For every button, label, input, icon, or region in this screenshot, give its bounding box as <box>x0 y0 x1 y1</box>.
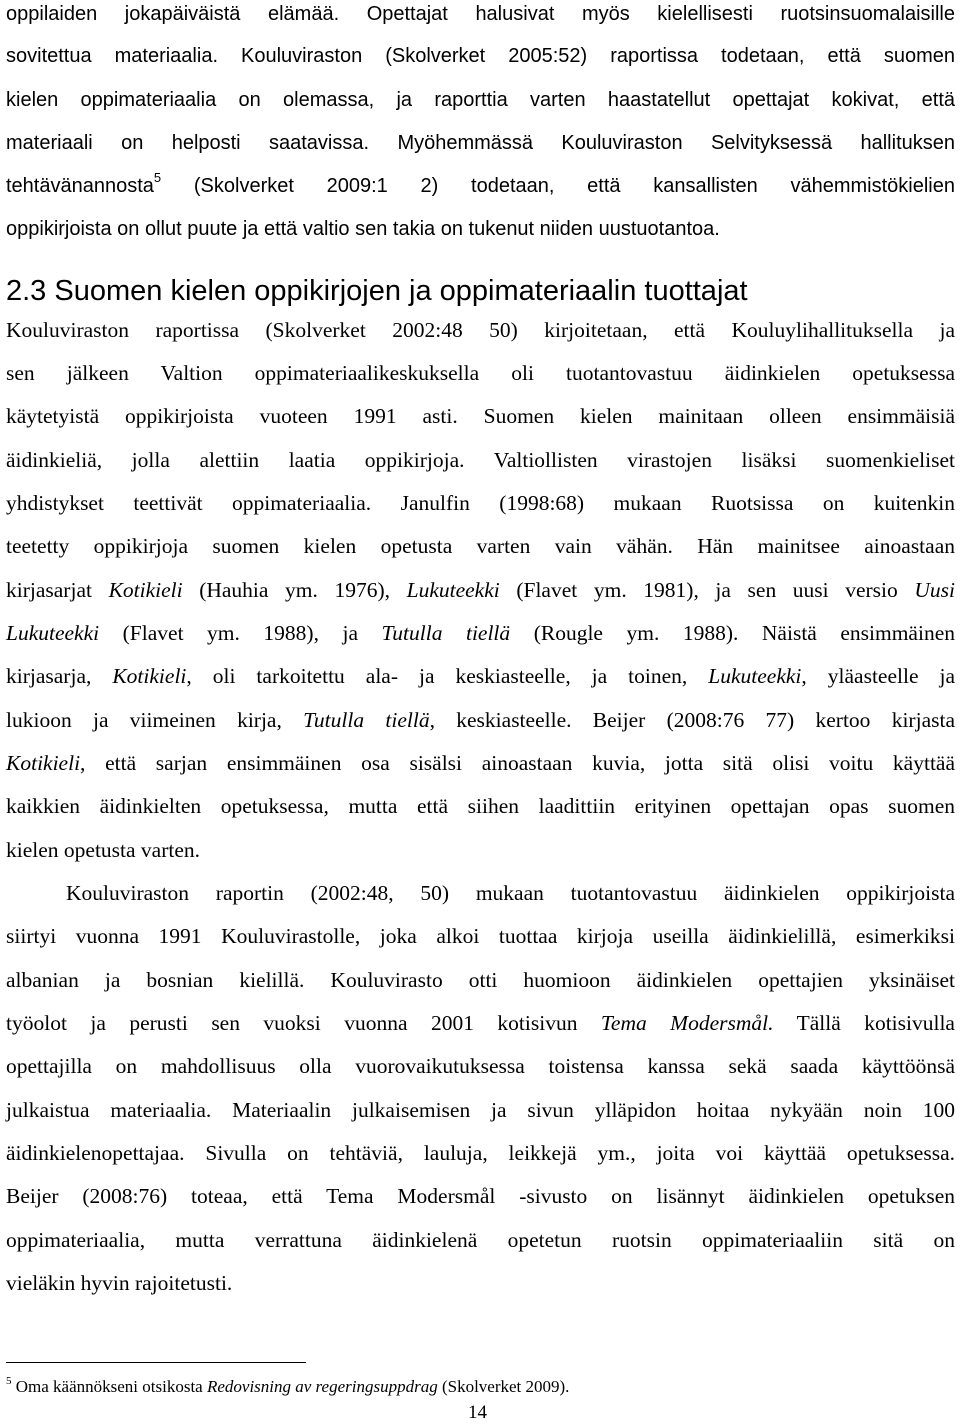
body-text-line: Beijer (2008:76) toteaa, että Tema Modersmål -sivusto on lisännyt äidinkielen opetuksen <box>6 1184 955 1208</box>
book-title: Kotikieli <box>6 751 81 775</box>
text-run: työolot ja perusti sen vuoksi vuonna 2001 kotisivun <box>6 1011 601 1035</box>
text-run: Oma käännökseni otsikosta <box>11 1377 207 1396</box>
book-title: Tutulla tiellä <box>381 621 511 645</box>
book-title: Tutulla tiellä <box>303 708 430 732</box>
text-run: kirjasarjat <box>6 578 109 602</box>
body-text-line <box>6 706 955 734</box>
body-text-line: kaikkien äidinkielten opetuksessa, mutta että siihen laadittiin erityinen opettajan opas suomen <box>6 794 955 818</box>
body-text-line <box>6 749 955 777</box>
body-text-line: sen jälkeen Valtion oppimateriaalikeskuksella oli tuotantovastuu äidinkielen opetuksessa <box>6 361 955 385</box>
text-run: kirjasarja, <box>6 664 113 688</box>
text-run: Näistä ensimmäinen <box>761 621 955 645</box>
body-text-line: sovitettua materiaalia. Kouluviraston (Skolverket 2005:52) raportissa todetaan, että suomen <box>6 45 955 67</box>
site-title: Tema Modersmål. <box>600 1011 774 1035</box>
text-run: (Flavet ym. 1988), ja <box>99 621 382 645</box>
body-text-line <box>6 1139 955 1167</box>
text-run: käytetyistä oppikirjoista vuoteen 1991 asti. <box>6 404 458 428</box>
section-heading: 2.3 Suomen kielen oppikirjojen ja oppimateriaalin tuottajat <box>6 275 748 307</box>
body-text-line: kielen opetusta varten. <box>6 838 201 862</box>
text-run: äidinkielenopettajaa. <box>6 1141 185 1165</box>
text-run: yhdistykset teettivät oppimateriaalia. <box>6 491 372 515</box>
text-run: teetetty oppikirjoja suomen kielen opetusta varten vain vähän. <box>6 534 673 558</box>
text-run: albanian ja bosnian kielillä. <box>6 968 305 992</box>
body-text-line: vieläkin hyvin rajoitetusti. <box>6 1271 233 1295</box>
body-text-line <box>6 1096 955 1124</box>
text-run: Beijer (2008:76 77) kertoo kirjasta <box>592 708 955 732</box>
body-text-line <box>6 489 955 517</box>
body-text-line <box>6 129 955 157</box>
text-run: , keskiasteelle. <box>429 708 572 732</box>
text-run: (Rougle ym. 1988). <box>510 621 739 645</box>
text-run: Hän mainitsee ainoastaan <box>697 534 955 558</box>
book-title: Kotikieli <box>112 664 187 688</box>
text-run: , että sarjan ensimmäinen osa sisälsi ainoastaan kuvia, jotta sitä olisi voitu käyttää <box>80 751 955 775</box>
text-run: , oli tarkoitettu ala- ja keskiasteelle, ja toinen, <box>186 664 709 688</box>
text-run: Myöhemmässä Kouluviraston Selvityksessä hallituksen <box>397 132 955 154</box>
body-text-line: opettajilla on mahdollisuus olla vuorovaikutuksessa toistensa kanssa sekä saada käyttöönsä <box>6 1054 955 1078</box>
body-text-line <box>6 619 955 647</box>
text-run: (Flavet ym. 1981), ja sen uusi versio <box>499 578 915 602</box>
body-text-line <box>6 662 955 690</box>
body-text-line: siirtyi vuonna 1991 Kouluvirastolle, joka alkoi tuottaa kirjoja useilla äidinkielillä, esimerkiksi <box>6 924 955 948</box>
text-run: Suomen kielen mainitaan olleen ensimmäisiä <box>483 404 956 428</box>
body-text-line <box>6 402 955 430</box>
text-run: Valtiollisten virastojen lisäksi suomenkieliset <box>493 448 955 472</box>
body-text-line <box>6 576 955 604</box>
text-run: Tällä kotisivulla <box>796 1011 955 1035</box>
text-run: tehtävänannosta <box>6 175 154 197</box>
footnote-marker: 5 <box>6 1375 12 1388</box>
body-text-line <box>6 966 955 994</box>
text-run: Janulfin (1998:68) mukaan Ruotsissa on kuitenkin <box>400 491 956 515</box>
body-text-line: kielen oppimateriaalia on olemassa, ja raporttia varten haastatellut opettajat kokivat, että <box>6 89 955 111</box>
text-run: lukioon ja viimeinen kirja, <box>6 708 304 732</box>
text-run: materiaali on helposti saatavissa. <box>6 132 370 154</box>
body-text-line: Kouluviraston raportissa (Skolverket 2002:48 50) kirjoitetaan, että Kouluylihallituksella ja <box>6 318 955 342</box>
text-run: Kouluvirasto otti huomioon äidinkielen opettajien yksinäiset <box>330 968 955 992</box>
book-title: Lukuteekki <box>708 664 802 688</box>
body-text-line: oppikirjoista on ollut puute ja että valtio sen takia on tukenut niiden uustuotantoa. <box>6 218 720 240</box>
document-title: Redovisning av regeringsuppdrag <box>206 1377 438 1396</box>
body-text-line <box>6 1009 955 1037</box>
text-run: (Skolverket 2009). <box>437 1377 570 1396</box>
text-run: (Skolverket 2009:1 2) todetaan, että kansallisten vähemmistökielien <box>193 175 955 197</box>
body-text-line <box>6 446 955 474</box>
text-run: julkaistua materiaalia. <box>6 1098 212 1122</box>
text-run: (Hauhia ym. 1976), <box>182 578 407 602</box>
body-text-line <box>6 172 955 200</box>
book-title: Kotikieli <box>108 578 183 602</box>
footnote-divider <box>6 1362 306 1363</box>
text-run: Sivulla on tehtäviä, lauluja, leikkejä ym., joita voi käyttää opetuksessa. <box>205 1141 956 1165</box>
body-text-line: oppilaiden jokapäiväistä elämää. Opettajat halusivat myös kielellisesti ruotsinsuomalaisille <box>6 3 955 25</box>
body-text-line <box>6 532 955 560</box>
footnote <box>6 1376 569 1398</box>
book-title: Lukuteekki <box>406 578 500 602</box>
book-title: Lukuteekki <box>6 621 100 645</box>
page-number: 14 <box>468 1402 487 1423</box>
text-run: , yläasteelle ja <box>801 664 955 688</box>
book-title: Uusi <box>914 578 955 602</box>
body-text-line: Kouluviraston raportin (2002:48, 50) mukaan tuotantovastuu äidinkielen oppikirjoista <box>66 881 955 905</box>
footnote-ref: 5 <box>153 170 162 186</box>
body-text-line: oppimateriaalia, mutta verrattuna äidinkielenä opetetun ruotsin oppimateriaaliin sitä on <box>6 1228 955 1252</box>
text-run: Materiaalin julkaisemisen ja sivun ylläpidon hoitaa nykyään noin 100 <box>232 1098 956 1122</box>
text-run: äidinkieliä, jolla alettiin laatia oppikirjoja. <box>6 448 465 472</box>
